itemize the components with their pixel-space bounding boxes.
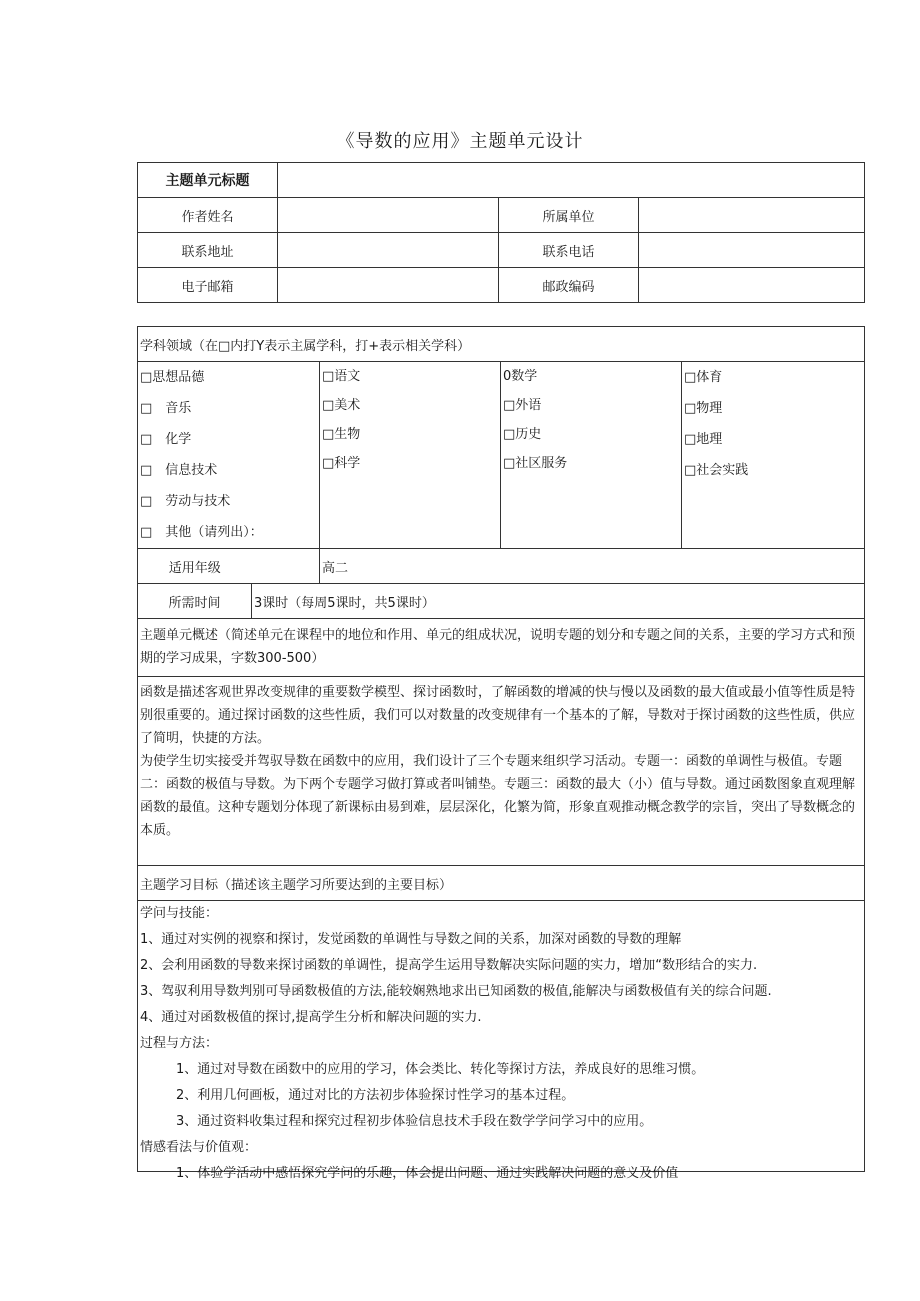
- goal-item: 1、通过对导数在函数中的应用的学习，体会类比、转化等探讨方法，养成良好的思维习惯。: [176, 1062, 705, 1077]
- page-title: 《导数的应用》主题单元设计: [336, 131, 584, 152]
- overview-paragraph: 函数是描述客观世界改变规律的重要数学模型、探讨函数时，了解函数的增减的快与慢以及函数的最大值或最小值等性质是特别很重要的。通过探讨函数的这些性质，我们可以对数量的改变规律有一个基本的了解，导数对于探讨函数的这些性质，供应了简明，快捷的方法。: [140, 685, 856, 746]
- overview-content[interactable]: [138, 677, 865, 866]
- unit-label: 所属单位: [499, 198, 639, 233]
- goal-section-label: 情感看法与价值观：: [140, 1140, 258, 1155]
- subject-checkbox[interactable]: □历史: [503, 427, 542, 442]
- goal-item: 3、驾驭利用导数判别可导函数极值的方法,能较娴熟地求出已知函数的极值,能解决与函数极值有关的综合问题.: [140, 984, 772, 999]
- overview-header: 主题单元概述（简述单元在课程中的地位和作用、单元的组成状况，说明专题的划分和专题之间的关系，主要的学习方式和预期的学习成果，字数300-500）: [138, 619, 865, 677]
- subject-checkbox[interactable]: 0数学: [503, 369, 538, 384]
- subject-checkbox[interactable]: □物理: [684, 401, 723, 416]
- goals-content[interactable]: [138, 901, 865, 1181]
- goal-section-label: 学问与技能：: [140, 906, 219, 921]
- grade-value[interactable]: 高二: [320, 549, 865, 584]
- subject-checkbox[interactable]: □生物: [322, 427, 361, 442]
- unit-title-label: 主题单元标题: [138, 163, 278, 198]
- table-row: [138, 549, 865, 584]
- address-field[interactable]: [278, 233, 499, 268]
- goal-item: 4、通过对函数极值的探讨,提高学生分析和解决问题的实力.: [140, 1010, 482, 1025]
- table-row: [138, 198, 865, 233]
- table-row: [138, 901, 865, 1172]
- subject-column-4: [682, 362, 865, 549]
- time-value[interactable]: 3课时（每周5课时，共5课时）: [252, 584, 865, 619]
- goal-item: 2、会利用函数的导数来探讨函数的单调性，提高学生运用导数解决实际问题的实力，增加“数形结合的实力.: [140, 958, 758, 973]
- subject-checkbox[interactable]: □ 化学: [140, 432, 192, 447]
- table-row: [138, 233, 865, 268]
- goal-item: 1、通过对实例的视察和探讨，发觉函数的单调性与导数之间的关系，加深对函数的导数的理解: [140, 932, 682, 947]
- table-row: [138, 866, 865, 901]
- subject-checkbox[interactable]: □语文: [322, 369, 361, 384]
- subject-checkbox[interactable]: □地理: [684, 432, 723, 447]
- subject-checkbox[interactable]: □社会实践: [684, 463, 749, 478]
- table-row: [138, 362, 865, 549]
- table-row: [138, 327, 865, 362]
- goal-item-cut-off: 1、体验学活动中感悟探究学问的乐趣，体会提出问题、通过实践解决问题的意义及价值: [176, 1166, 679, 1181]
- subject-area-header: 学科领域（在□内打Y表示主属学科，打+表示相关学科）: [138, 327, 865, 362]
- table-row: [138, 677, 865, 866]
- subject-checkbox[interactable]: □美术: [322, 398, 361, 413]
- goal-item: 3、通过资料收集过程和探究过程初步体验信息技术手段在数学学问学习中的应用。: [176, 1114, 653, 1129]
- table-row: [138, 268, 865, 303]
- subject-column-3: [501, 362, 682, 549]
- table-row: [138, 584, 865, 619]
- table-row: [138, 163, 865, 198]
- subject-checkbox[interactable]: □科学: [322, 456, 361, 471]
- author-field[interactable]: [278, 198, 499, 233]
- phone-label: 联系电话: [499, 233, 639, 268]
- email-label: 电子邮箱: [138, 268, 278, 303]
- subject-checkbox[interactable]: □ 信息技术: [140, 463, 218, 478]
- phone-field[interactable]: [639, 233, 865, 268]
- subject-checkbox[interactable]: □ 劳动与技术: [140, 494, 231, 509]
- subject-checkbox[interactable]: □ 音乐: [140, 401, 192, 416]
- unit-field[interactable]: [639, 198, 865, 233]
- author-label: 作者姓名: [138, 198, 278, 233]
- subject-checkbox[interactable]: □ 其他（请列出）：: [140, 525, 263, 540]
- goal-section-label: 过程与方法：: [140, 1036, 219, 1051]
- subject-column-2: [320, 362, 501, 549]
- time-label: 所需时间: [138, 584, 252, 619]
- subject-checkbox[interactable]: □外语: [503, 398, 542, 413]
- postcode-label: 邮政编码: [499, 268, 639, 303]
- author-info-table: [137, 162, 865, 303]
- goals-header: 主题学习目标（描述该主题学习所要达到的主要目标）: [138, 866, 865, 901]
- overview-paragraph: 为使学生切实接受并驾驭导数在函数中的应用，我们设计了三个专题来组织学习活动。专题一：函数的单调性与极值。专题二：函数的极值与导数。为下两个专题学习做打算或者叫铺垫。专题三：函数的最大（小）值与导数。通过函数图象直观理解函数的最值。这种专题划分体现了新课标由易到难，层层深化，化繁为简，形象直观推动概念教学的宗旨，突出了导数概念的本质。: [140, 754, 856, 838]
- email-field[interactable]: [278, 268, 499, 303]
- table-row: [138, 619, 865, 677]
- unit-title-field[interactable]: [278, 163, 865, 198]
- grade-label: 适用年级: [138, 549, 252, 584]
- subject-column-1: [138, 362, 320, 549]
- subject-checkbox[interactable]: □社区服务: [503, 456, 568, 471]
- subject-checkbox[interactable]: □思想品德: [140, 370, 205, 385]
- unit-design-table: [137, 326, 865, 1181]
- postcode-field[interactable]: [639, 268, 865, 303]
- subject-checkbox[interactable]: □体育: [684, 370, 723, 385]
- goal-item: 2、利用几何画板，通过对比的方法初步体验探讨性学习的基本过程。: [176, 1088, 575, 1103]
- address-label: 联系地址: [138, 233, 278, 268]
